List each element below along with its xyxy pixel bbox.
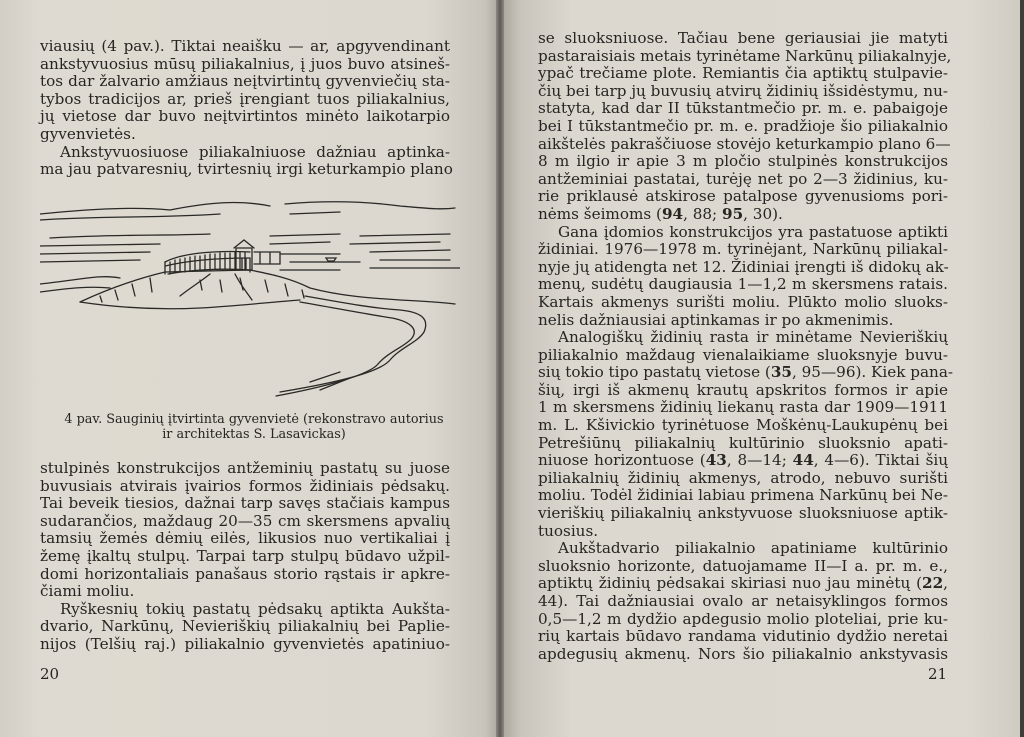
text-line: bei I tūkstantmečio pr. m. e. pradžioje šio piliakalnio (538, 116, 948, 135)
text-line: Ryškesnių tokių pastatų pėdsakų aptikta Aukšta- (60, 599, 450, 618)
figure-caption: 4 pav. Sauginių įtvirtinta gyvenvietė (rekonstravo autorius ir architektas S. Lasavickas) (64, 412, 444, 442)
text-line: vieriškių piliakalnių ankstyvuose sluoksniuose aptik- (538, 504, 948, 523)
text-line: viausių (4 pav.). Tiktai neaišku — ar, apgyvendinant (40, 37, 450, 55)
text-line: Aukštadvario piliakalnio apatiniame kultūrinio (558, 539, 948, 558)
text-line: tos dar žalvario amžiaus neįtvirtintų gyvenviečių sta- (40, 72, 450, 91)
page-number-right: 21 (928, 665, 948, 683)
text-line: nelis dažniausiai aptinkamas ir po akmenimis. (538, 310, 894, 329)
text-line: Petrešiūnų piliakalnių kultūrinio sluoksnio apati- (538, 433, 948, 452)
text-line: buvusiais atvirais įvairios formos židiniais pėdsakų. (40, 476, 450, 495)
text-line: 8 m ilgio ir apie 3 m pločio stulpinės konstrukcijos (538, 152, 948, 171)
text-line: židiniai. 1976—1978 m. tyrinėjant, Narkūnų piliakal- (538, 240, 948, 259)
text-line: niuose horizontuose (43, 8—14; 44, 4—6). Tiktai šių (538, 451, 948, 470)
text-line: pastaraisiais metais tyrinėtame Narkūnų piliakalnyje, (538, 46, 952, 65)
text-line: čių bei tarp jų buvusių atvirų židinių išsidėstymu, nu- (538, 81, 948, 100)
text-line: m. L. Kšivickio tyrinėtuose Moškėnų-Laukupėnų bei (538, 416, 948, 435)
hillfort-illustration (40, 192, 460, 402)
text-line: jų vietose dar buvo neįtvirtintos minėto laikotarpio (40, 107, 450, 126)
text-line: nyje jų atidengta net 12. Židiniai įrengti iš didokų ak- (538, 257, 949, 276)
text-line: tamsių žemės dėmių eilės, likusios nuo vertikaliai į (40, 529, 450, 548)
text-line: Gana įdomios konstrukcijos yra pastatuose aptikti (558, 222, 948, 241)
text-line: Tai beveik tiesios, dažnai tarp savęs stačiais kampus (40, 494, 450, 513)
text-line: 44). Tai dažniausiai ovalo ar netaisyklingos formos (538, 592, 948, 610)
text-line: nėms šeimoms (94, 88; 95, 30). (538, 204, 783, 223)
text-line: rių kartais būdavo randama vidutinio dydžio neretai (538, 627, 948, 646)
text-line: gyvenvietės. (40, 124, 136, 143)
text-line: ypač trečiame plote. Remiantis čia aptiktų stulpavie- (538, 64, 948, 83)
text-line: domi horizontaliais panašaus storio rąstais ir apkre- (40, 564, 450, 583)
left-top-text (40, 37, 453, 179)
left-page (0, 0, 500, 737)
right-page (500, 0, 1020, 737)
text-line: čiami moliu. (40, 582, 135, 601)
text-line: 1 m skersmens židinių liekanų rasta dar 1909—1911 (538, 398, 948, 417)
text-line: sių tokio tipo pastatų vietose (35, 95—96). Kiek pana- (538, 363, 954, 382)
text-line: šių, irgi iš akmenų krautų apskritos formos ir apie (538, 380, 948, 399)
text-line: nijos (Telšių raj.) piliakalnio gyvenvietės apatiniuo- (40, 634, 450, 653)
text-line: Ankstyvuosiuose piliakalniuose dažniau aptinka- (60, 142, 450, 161)
text-line: moliu. Todėl židiniai labiau primena Narkūnų bei Ne- (538, 486, 948, 505)
text-line: Analogiškų židinių rasta ir minėtame Nevieriškių (558, 328, 948, 347)
page-number-left: 20 (40, 665, 60, 683)
text-line: sudarančios, maždaug 20—35 cm skersmens apvalių (40, 511, 450, 530)
text-line: statyta, kad dar II tūkstantmečio pr. m. e. pabaigoje (538, 99, 948, 118)
text-line: tuosius. (538, 521, 599, 540)
text-line: ankstyvuosius mūsų piliakalnius, į juos buvo atsineš- (40, 54, 450, 73)
text-line: apdegusių akmenų. Nors šio piliakalnio ankstyvasis (538, 644, 948, 663)
book-gutter (496, 0, 504, 737)
text-line: menų, sudėtų daugiausia 1—1,2 m skersmens ratais. (538, 275, 948, 294)
right-text (538, 29, 954, 663)
text-line: 0,5—1,2 m dydžio apdegusio molio ploteliai, prie ku- (538, 609, 948, 628)
text-line: aikštelės pakraščiuose stovėjo keturkampio plano 6— (538, 134, 951, 153)
text-line: dvario, Narkūnų, Nevieriškių piliakalnių bei Paplie- (40, 617, 450, 636)
text-line: tybos tradicijos ar, prieš įrengiant tuos piliakalnius, (40, 89, 450, 108)
text-line: antžeminiai pastatai, turėję net po 2—3 židinius, ku- (538, 169, 948, 188)
text-line: se sluoksniuose. Tačiau bene geriausiai jie matyti (538, 29, 948, 47)
text-line: piliakalnio maždaug vienalaikiame sluoksnyje buvu- (538, 345, 948, 364)
text-line: sluoksnio horizonte, datuojamame II—I a. pr. m. e., (538, 556, 948, 575)
text-line: ma jau patvaresnių, tvirtesnių irgi keturkampio plano (40, 160, 453, 179)
page-edge (1020, 0, 1024, 737)
text-line: aptiktų židinių pėdsakai skiriasi nuo jau minėtų (22, (538, 574, 948, 593)
text-line: piliakalnių židinių akmenys, atrodo, nebuvo surišti (538, 468, 948, 487)
text-line: rie priklausė atskirose patalpose gyvenusioms pori- (538, 187, 948, 206)
text-line: Kartais akmenys surišti moliu. Plūkto molio sluoks- (538, 292, 948, 311)
text-line: stulpinės konstrukcijos antžeminių pastatų su juose (40, 459, 450, 477)
left-bottom-text (40, 460, 450, 654)
text-line: žemę įkaltų stulpų. Tarpai tarp stulpų būdavo užpil- (40, 546, 450, 565)
